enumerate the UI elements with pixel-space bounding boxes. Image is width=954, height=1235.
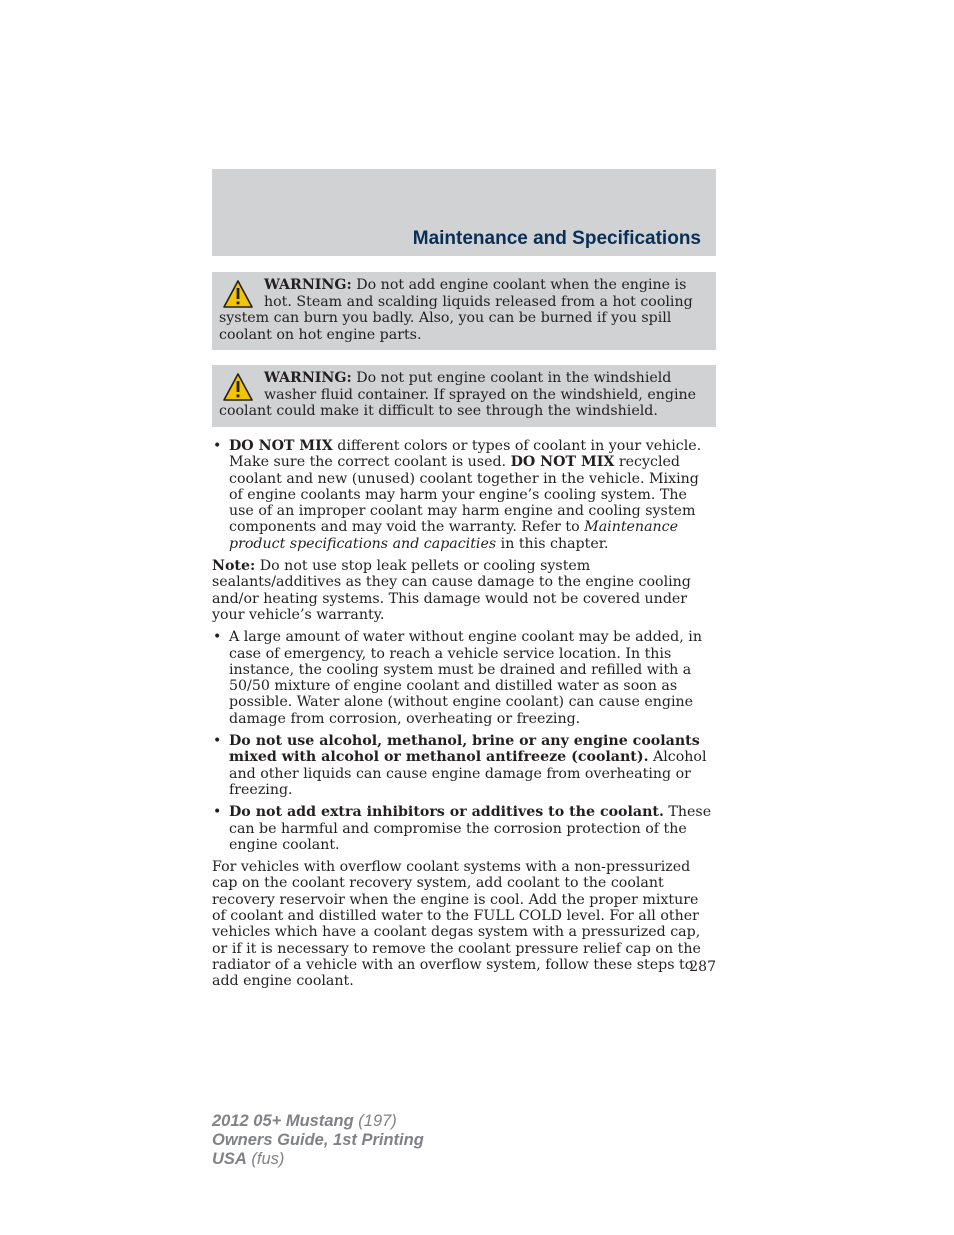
bullet-text: A large amount of water without engine coolant may be added, in case of emergency, to reach a vehicle service location. In this instance, the cooling system must be drained and refilled with a 50/50 mixture of engine coolant and distilled water as soon as possible. Water alone (without engine coolant) can cause engine damage from corrosion, overheating or freezing. bbox=[229, 629, 702, 727]
warning-box-washer-fluid bbox=[212, 365, 716, 427]
footer-line-region bbox=[212, 1150, 424, 1169]
bullet-text: Alcohol and other liquids can cause engine damage from overheating or freezing. bbox=[229, 749, 707, 798]
section-header bbox=[212, 169, 716, 256]
warning-text: Do not add engine coolant when the engine is hot. Steam and scalding liquids released from a hot cooling system can burn you badly. Also, you can be burned if you spill coolant on hot engine parts. bbox=[219, 277, 693, 343]
cross-reference: Maintenance product specifications and capacities bbox=[229, 519, 679, 552]
bold-phrase: Do not use alcohol, methanol, brine or any engine coolants mixed with alcohol or methanol antifreeze (coolant). bbox=[229, 733, 700, 766]
bold-phrase: DO NOT MIX bbox=[229, 438, 333, 454]
bullet-no-inhibitors bbox=[212, 804, 716, 853]
paragraph-text: For vehicles with overflow coolant systems with a non-pressurized cap on the coolant recovery system, add coolant to the coolant recovery reservoir when the engine is cool. Add the proper mixture of coolant and distilled water to the FULL COLD level. For all other vehicles which have a coolant degas system with a pressurized cap, or if it is necessary to remove the coolant pressure relief cap on the radiator of a vehicle with an overflow system, follow these steps to add engine coolant. bbox=[212, 859, 701, 990]
footer-bold: 2012 05+ Mustang bbox=[212, 1112, 354, 1130]
bullet-text: in this chapter. bbox=[496, 535, 609, 552]
bullet-do-not-mix bbox=[212, 438, 716, 552]
warning-text: Do not put engine coolant in the windshield washer fluid container. If sprayed on the windshield, engine coolant could make it difficult to see through the windshield. bbox=[219, 370, 697, 419]
bullet-water-emergency bbox=[212, 629, 716, 727]
closing-paragraph bbox=[212, 859, 716, 989]
note-text: Do not use stop leak pellets or cooling system sealants/additives as they can cause damage to the engine cooling and/or heating systems. This damage would not be covered under your vehicle’s warranty. bbox=[212, 558, 691, 623]
footer-line-guide bbox=[212, 1131, 424, 1150]
section-title: Maintenance and Specifications bbox=[412, 228, 701, 249]
warning-label: WARNING: bbox=[264, 370, 352, 386]
bullet-text: different colors or types of coolant in your vehicle. Make sure the correct coolant is used. bbox=[229, 438, 702, 471]
bullet-text: recycled coolant and new (unused) coolant together in the vehicle. Mixing of engine coolants may harm your engine’s cooling system. The use of an improper coolant may harm engine and cooling system components and may void the warranty. Refer to bbox=[229, 454, 699, 536]
bold-phrase: Do not add extra inhibitors or additives to the coolant. bbox=[229, 804, 664, 821]
note-paragraph bbox=[212, 558, 716, 623]
footer-bold: Owners Guide, 1st Printing bbox=[212, 1131, 424, 1149]
body-content bbox=[212, 438, 716, 996]
warning-box-hot-engine bbox=[212, 272, 716, 350]
document-footer bbox=[212, 1112, 424, 1169]
footer-text: (fus) bbox=[246, 1150, 285, 1168]
footer-bold: USA bbox=[212, 1150, 247, 1168]
page-number: 287 bbox=[689, 959, 716, 975]
warning-triangle-icon bbox=[222, 372, 254, 402]
bold-phrase: DO NOT MIX bbox=[510, 454, 615, 471]
bullet-text: These can be harmful and compromise the corrosion protection of the engine coolant. bbox=[229, 804, 712, 853]
footer-text: (197) bbox=[353, 1112, 397, 1130]
note-label: Note: bbox=[212, 558, 256, 575]
footer-line-model bbox=[212, 1112, 424, 1131]
warning-label: WARNING: bbox=[264, 277, 352, 293]
bullet-no-alcohol bbox=[212, 733, 716, 798]
warning-triangle-icon bbox=[222, 279, 254, 309]
